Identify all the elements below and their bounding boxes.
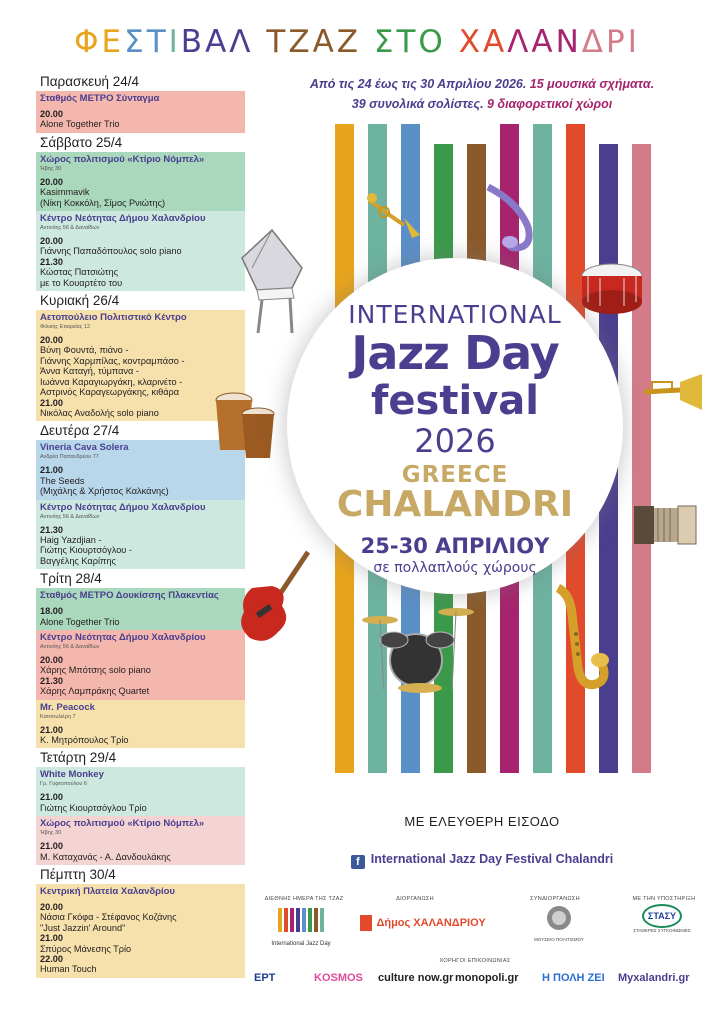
title-letter: Ζ	[336, 24, 362, 60]
performer-line: (Νίκη Κοκκόλη, Σίμος Ρνιώτης)	[40, 197, 166, 208]
performer-line: Χάρης Μπότσης solo piano	[40, 665, 151, 676]
logo-year: 2026	[414, 422, 496, 460]
intro-bands: 15 μουσικά σχήματα.	[526, 77, 655, 91]
venue-block	[36, 500, 245, 570]
venue-name: Σταθμός ΜΕΤΡΟ Σύνταγμα	[40, 93, 160, 104]
venue-name: Χώρος πολιτισμού «Κτίριο Νόμπελ»	[40, 153, 205, 165]
performer-line: Alone Together Trio	[40, 119, 120, 130]
logo-chalandri: CHALANDRI	[336, 484, 574, 525]
dimos-emblem-icon	[360, 915, 372, 931]
day-header: Δευτέρα 27/4	[40, 423, 120, 439]
media-sponsors-label: ΧΟΡΗΓΟΙ ΕΠΙΚΟΙΝΩΝΙΑΣ	[439, 958, 511, 964]
title-letter: Τ	[396, 24, 419, 60]
media-sponsors	[250, 972, 700, 1000]
title-letter: Λ	[229, 24, 254, 60]
venue-address: Αντινόης 56 & Δαναΐδων	[40, 225, 100, 232]
venue-address: Αντινόης 56 & Δαναΐδων	[40, 513, 100, 520]
performance-time: 21.00	[40, 465, 63, 476]
performer-line: Νάσια Γκόφα - Στέφανος Κοζάνης	[40, 912, 177, 923]
performer-line: Κώστας Πατσιώτης	[40, 267, 119, 278]
media-sponsor-logo: Η ΠΟΛΗ ΖΕΙ	[542, 972, 605, 984]
performance-time: 21.00	[40, 792, 63, 803]
performer-line: Νικόλας Αναδολής solo piano	[40, 407, 159, 418]
day-header: Τετάρτη 29/4	[40, 750, 117, 766]
accordion-icon	[630, 500, 700, 550]
title-letter: Τ	[266, 24, 289, 60]
museum-caption: ΜΟΥΣΕΙΟ ΠΟΛΙΤΙΣΜΟΥ	[534, 937, 584, 942]
title-letter: Σ	[124, 24, 147, 60]
title-letter: Δ	[581, 24, 607, 60]
media-sponsor-logo: monopoli.gr	[455, 972, 519, 984]
performance	[40, 933, 241, 954]
performer-line: Βύνη Φουντά, πιάνο -	[40, 345, 129, 356]
media-sponsor-logo: culture now.gr	[378, 972, 454, 984]
title-letter	[361, 24, 374, 60]
performance	[40, 465, 241, 496]
venue-block	[36, 816, 245, 865]
title-letter: Ι	[627, 24, 640, 60]
venue-name: Κέντρο Νεότητας Δήμου Χαλανδρίου	[40, 213, 206, 225]
venue-address: Γρ. Γυφτοπούλου 6	[40, 781, 87, 788]
venue-block	[36, 630, 245, 700]
facebook-link[interactable]	[262, 852, 702, 869]
venue-name: Κέντρο Νεότητας Δήμου Χαλανδρίου	[40, 631, 206, 643]
trumpet-icon	[364, 190, 424, 240]
venue-block	[36, 700, 245, 749]
dimos-logo	[360, 914, 500, 938]
tenor-saxophone-icon	[548, 584, 612, 696]
venue-address: Ήβης 30	[40, 830, 62, 837]
performance	[40, 257, 241, 288]
museum-emblem-icon	[545, 904, 573, 932]
performance-time: 21.00	[40, 724, 63, 735]
venue-block	[36, 91, 245, 133]
intro-soloists: 39 συνολικά σολίστες.	[351, 97, 484, 111]
performer-line: Γιάννης Παπαδόπουλος solo piano	[40, 246, 182, 257]
performance-time: 22.00	[40, 954, 63, 965]
performer-line: "Just Jazzin' Around"	[40, 922, 126, 933]
day-header: Σάββατο 25/4	[40, 134, 123, 150]
performance-time: 21.30	[40, 256, 63, 267]
performer-line: Άννα Καταγή, τύμπανα -	[40, 366, 139, 377]
title-letter: Τ	[146, 24, 169, 60]
performance-time: 21.00	[40, 933, 63, 944]
drum-kit-icon	[360, 590, 476, 700]
title-letter: Α	[312, 24, 337, 60]
logo-festival: festival	[371, 378, 539, 424]
performer-line: The Seeds	[40, 475, 85, 486]
venue-address: Ήβης 30	[40, 165, 62, 172]
venue-address: Αντινόης 56 & Δαναΐδων	[40, 643, 100, 650]
intro-dates: Από τις 24 έως τις 30 Απριλίου 2026.	[309, 77, 527, 91]
performance-time: 20.00	[40, 109, 63, 119]
title-letter: Ε	[101, 24, 125, 60]
dimos-name: Δήμος ΧΑΛΑΝΔΡΙΟΥ	[376, 916, 486, 929]
title-letter: Ο	[418, 24, 446, 60]
performance	[40, 655, 241, 676]
congas-icon	[210, 388, 280, 460]
performer-line: Γιάννης Χαρμπίλας, κοντραμπάσο -	[40, 355, 185, 366]
performance	[40, 236, 241, 257]
saxophone-icon	[478, 182, 540, 254]
venue-address: Ανδρέα Παπανδρέου 77	[40, 454, 99, 461]
performer-line: Haig Yazdjian -	[40, 534, 102, 545]
stasy-logo	[630, 904, 694, 954]
media-sponsor-logo: Myxalandri.gr	[618, 972, 690, 984]
title-letter: Α	[205, 24, 230, 60]
performer-line: Γιώτης Κιουρτσόγλου -	[40, 545, 132, 556]
free-entry-text: ΜΕ ΕΛΕΥΘΕΡΗ ΕΙΣΟΔΟ	[404, 814, 560, 829]
performer-line: με το Κουαρτέτο του	[40, 277, 123, 288]
performance	[40, 177, 241, 208]
title-letter: Ν	[555, 24, 582, 60]
venue-address: Φιλικής Εταιρείας 12	[40, 324, 91, 331]
title-letter: Χ	[458, 24, 483, 60]
performance	[40, 792, 241, 813]
facebook-page-name: International Jazz Day Festival Chalandri	[370, 852, 614, 866]
day-header: Παρασκευή 24/4	[40, 74, 140, 89]
title-letter	[254, 24, 267, 60]
logo-jazz-day: Jazz Day	[351, 326, 559, 380]
facebook-icon: f	[351, 855, 365, 869]
stasy-caption: ΣΤΑΘΕΡΕΣ ΣΥΓΚΟΙΝΩΝΙΕΣ	[633, 928, 691, 933]
venue-name: Mr. Peacock	[40, 701, 95, 713]
performance	[40, 725, 241, 746]
media-sponsor-logo: KOSMOS	[314, 972, 363, 984]
venue-name: Κέντρο Νεότητας Δήμου Χαλανδρίου	[40, 501, 206, 513]
schedule-list	[36, 72, 245, 978]
performance-time: 20.00	[40, 335, 63, 346]
performance-time: 21.00	[40, 841, 63, 852]
performance	[40, 954, 241, 975]
venue-name: Σταθμός ΜΕΤΡΟ Δουκίσσης Πλακεντίας	[40, 590, 219, 602]
day-header: Τρίτη 28/4	[40, 571, 102, 587]
performer-line: Μ. Καταχανάς - Α. Δανδουλάκης	[40, 851, 171, 862]
logo-venues: σε πολλαπλούς χώρους	[373, 560, 537, 576]
ijd-keys-icon	[276, 906, 326, 936]
sponsor-label-ijd: ΔΙΕΘΝΗΣ ΗΜΕΡΑ ΤΗΣ ΤΖΑΖ	[264, 896, 344, 902]
stasy-mark: ΣΤΑΣΥ	[642, 904, 682, 928]
title-letter: Ζ	[288, 24, 313, 60]
sponsor-label-organizer: ΔΙΟΡΓΑΝΩΣΗ	[396, 896, 434, 902]
museum-logo	[524, 904, 594, 954]
title-letter: Σ	[373, 24, 397, 60]
performance-time: 21.30	[40, 524, 63, 535]
venue-name: Χώρος πολιτισμού «Κτίριο Νόμπελ»	[40, 818, 205, 830]
title-letter: Ι	[168, 24, 181, 60]
festival-title	[0, 24, 714, 60]
performance	[40, 606, 241, 627]
day-header: Κυριακή 26/4	[40, 293, 120, 309]
performer-line: (Μιχάλης & Χρήστος Καλκάνης)	[40, 486, 169, 497]
performance-time: 21.30	[40, 675, 63, 686]
performer-line: Human Touch	[40, 964, 97, 975]
venue-block	[36, 588, 245, 630]
venue-block	[36, 152, 245, 211]
sponsor-label-coorganizer: ΣΥΝΔΙΟΡΓΑΝΩΣΗ	[530, 896, 580, 902]
logo-dates: 25-30 ΑΠΡΙΛΙΟΥ	[360, 534, 550, 558]
venue-address: Κατσουλιέρη 7	[40, 713, 76, 720]
title-letter	[446, 24, 459, 60]
performance-time: 21.00	[40, 397, 63, 408]
performer-line: Ιωάννα Καραγιωργάκη, κλαρινέτο -	[40, 376, 183, 387]
media-sponsor-logo: ΕΡΤ	[254, 972, 276, 984]
title-letter: Α	[531, 24, 556, 60]
intro-text	[262, 74, 702, 114]
venue-block	[36, 211, 245, 291]
performance-time: 20.00	[40, 236, 63, 247]
day-header: Πέμπτη 30/4	[40, 867, 116, 883]
performance	[40, 841, 241, 862]
venue-name: Αετοπούλειο Πολιτιστικό Κέντρο	[40, 312, 187, 324]
performance	[40, 902, 241, 933]
performance-time: 20.00	[40, 902, 63, 913]
performance-time: 20.00	[40, 176, 63, 187]
performance-time: 20.00	[40, 654, 63, 665]
trumpet-icon-2	[640, 372, 704, 412]
logo-international: INTERNATIONAL	[348, 300, 562, 329]
title-letter: Ρ	[606, 24, 628, 60]
venue-name: Vineria Cava Solera	[40, 442, 129, 454]
performer-line: Χάρης Λαμπράκης Quartet	[40, 686, 150, 697]
performance	[40, 525, 241, 567]
venue-block	[36, 767, 245, 816]
title-letter: Φ	[74, 24, 102, 60]
performance	[40, 109, 241, 130]
intro-venues: 9 διαφορετικοί χώροι	[483, 97, 613, 111]
performer-line: Kasimmavik	[40, 187, 90, 198]
logo-greece: GREECE	[401, 462, 509, 488]
performance	[40, 676, 241, 697]
ijd-logo	[256, 906, 346, 954]
venue-block	[36, 884, 245, 978]
title-letter: Β	[180, 24, 206, 60]
performer-line: Γιώτης Κιουρτσόγλου Τρίο	[40, 802, 147, 813]
performer-line: Βαγγέλης Καρίπης	[40, 555, 116, 566]
color-bar	[632, 144, 651, 773]
venue-name: Κεντρική Πλατεία Χαλανδρίου	[40, 886, 175, 898]
performance-time: 18.00	[40, 606, 63, 617]
performer-line: Alone Together Trio	[40, 616, 120, 627]
performer-line: Αστρινός Καραγεωργάκης, κιθάρα	[40, 387, 180, 398]
title-letter: Λ	[507, 24, 532, 60]
ijd-caption: International Jazz Day	[271, 941, 331, 947]
festival-logo	[287, 258, 623, 594]
performer-line: Κ. Μητρόπουλος Τρίο	[40, 735, 129, 745]
venue-name: White Monkey	[40, 769, 104, 781]
performer-line: Σπύρος Μάνεσης Τρίο	[40, 943, 132, 954]
sponsor-label-support: ΜΕ ΤΗΝ ΥΠΟΣΤΗΡΙΞΗ	[632, 896, 696, 902]
title-letter: Α	[482, 24, 508, 60]
